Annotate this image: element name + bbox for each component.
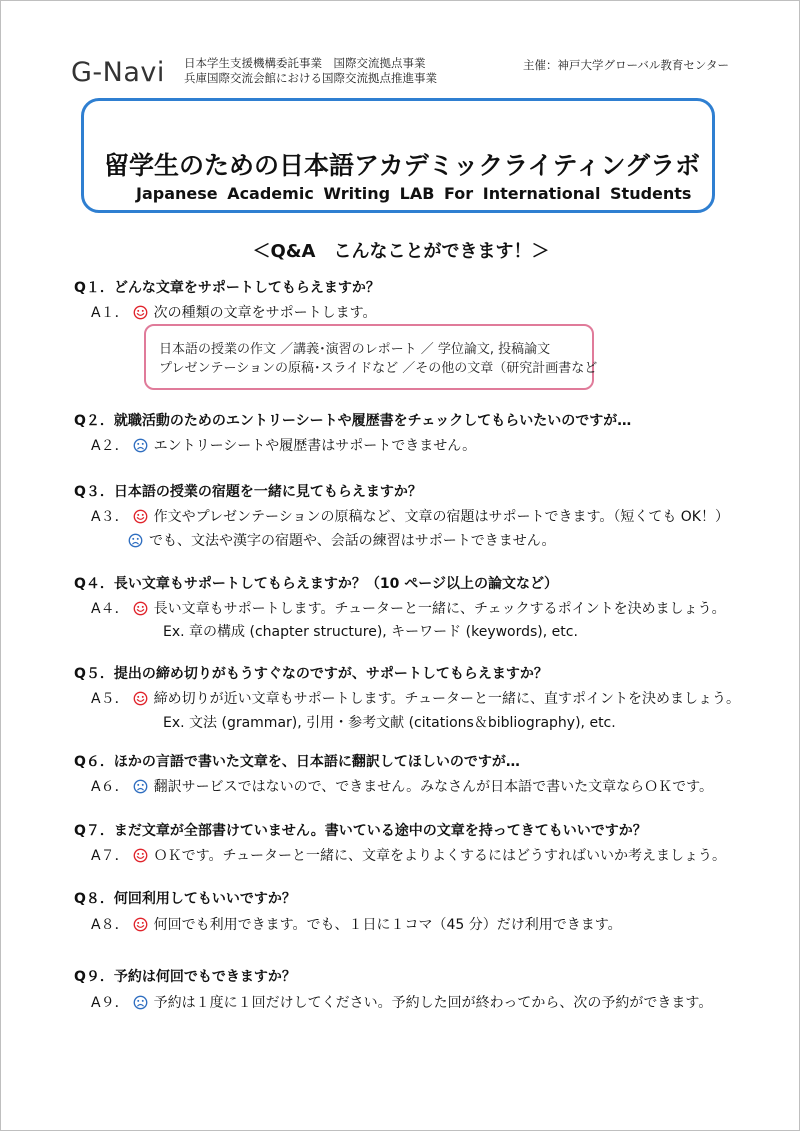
answer-text: 長い文章もサポートします。チューターと一緒に、チェックするポイントを決めましょう。 — [153, 601, 726, 617]
answer-text: 次の種類の文章をサポートします。 — [153, 305, 377, 321]
example-5: Ex. 文法 (grammar), 引用・参考文献 (citations＆bibliography), etc. — [163, 715, 616, 731]
answer-5 — [91, 688, 740, 708]
smiley-face-icon — [133, 305, 148, 320]
types-line-2: プレゼンテーションの原稿･スライドなど ／その他の文章（研究計画書など — [159, 361, 598, 376]
example-4: Ex. 章の構成 (chapter structure), キーワード (keywords), etc. — [163, 624, 578, 640]
header-program-info — [184, 56, 437, 86]
smiley-face-icon — [133, 917, 148, 932]
answer-text: 締め切りが近い文章もサポートします。チューターと一緒に、直すポイントを決めましょう。 — [153, 691, 741, 707]
answer-label: A６． — [91, 779, 129, 795]
question-6: Q６．ほかの言語で書いた文章を、日本語に翻訳してほしいのですが… — [74, 754, 520, 770]
header-line-1: 日本学生支援機構委託事業 国際交流拠点事業 — [184, 56, 426, 70]
question-2: Q２．就職活動のためのエントリーシートや履歴書をチェックしてもらいたいのですが… — [74, 413, 632, 429]
answer-6 — [91, 776, 713, 796]
smiley-face-icon — [133, 848, 148, 863]
frown-face-icon — [128, 533, 143, 548]
answer-label: A３． — [91, 509, 129, 525]
answer-label: A４． — [91, 601, 129, 617]
smiley-face-icon — [133, 691, 148, 706]
answer-label: A１． — [91, 305, 129, 321]
answer-3 — [91, 506, 729, 526]
answer-text: 作文やプレゼンテーションの原稿など、文章の宿題はサポートできます。（短くても OK！） — [153, 509, 729, 525]
answer-text: 翻訳サービスではないので、できません。みなさんが日本語で書いた文章ならＯＫです。 — [153, 779, 714, 795]
answer-label: A５． — [91, 691, 129, 707]
answer-text: 予約は１度に１回だけしてください。予約した回が終わってから、次の予約ができます。 — [153, 995, 713, 1011]
answer-1 — [91, 302, 376, 322]
answer-label: A２． — [91, 438, 129, 454]
question-7: Q７．まだ文章が全部書けていません。書いている途中の文章を持ってきてもいいですか？ — [74, 823, 647, 839]
question-5: Q５．提出の締め切りがもうすぐなのですが、サポートしてもらえますか？ — [74, 666, 548, 682]
answer-8 — [91, 914, 622, 934]
document-types-box — [144, 324, 598, 390]
title-box — [81, 98, 715, 213]
answer-label: A８． — [91, 917, 129, 933]
answer-text: ＯＫです。チューターと一緒に、文章をよりよくするにはどうすればいいか考えましょう。 — [153, 848, 727, 864]
question-9: Q９．予約は何回でもできますか？ — [74, 969, 296, 985]
answer-4 — [91, 598, 726, 618]
frown-face-icon — [133, 779, 148, 794]
header-line-2: 兵庫国際交流会館における国際交流拠点推進事業 — [184, 71, 437, 85]
answer-3-continued — [128, 530, 556, 550]
smiley-face-icon — [133, 601, 148, 616]
answer-label: A９． — [91, 995, 129, 1011]
answer-text: でも、文法や漢字の宿題や、会話の練習はサポートできません。 — [149, 533, 556, 549]
answer-text: エントリーシートや履歴書はサポートできません。 — [153, 438, 477, 454]
qa-heading: ＜Q&A こんなことができます！＞ — [252, 241, 550, 262]
frown-face-icon — [133, 995, 148, 1010]
answer-9 — [91, 992, 712, 1012]
gnavi-logo — [71, 57, 165, 88]
page-title-japanese: 留学生のための日本語アカデミックライティングラボ — [104, 151, 701, 180]
page-title-english: Japanese Academic Writing LAB For International Students — [136, 184, 692, 203]
answer-label: A７． — [91, 848, 129, 864]
logo-text: G-Navi — [71, 57, 165, 88]
question-3: Q３．日本語の授業の宿題を一緒に見てもらえますか？ — [74, 484, 422, 500]
answer-7 — [91, 845, 726, 865]
question-4: Q４．長い文章もサポートしてもらえますか？（10 ページ以上の論文など） — [74, 576, 558, 592]
answer-2 — [91, 435, 476, 455]
question-1: Q１．どんな文章をサポートしてもらえますか？ — [74, 280, 380, 296]
answer-text: 何回でも利用できます。でも、１日に１コマ（45 分）だけ利用できます。 — [153, 917, 622, 933]
question-8: Q８．何回利用してもいいですか？ — [74, 891, 296, 907]
types-line-1: 日本語の授業の作文 ／講義･演習のレポート ／ 学位論文, 投稿論文 — [159, 342, 551, 357]
smiley-face-icon — [133, 509, 148, 524]
sponsor-text: 主催：神戸大学グローバル教育センター — [523, 58, 729, 72]
frown-face-icon — [133, 438, 148, 453]
